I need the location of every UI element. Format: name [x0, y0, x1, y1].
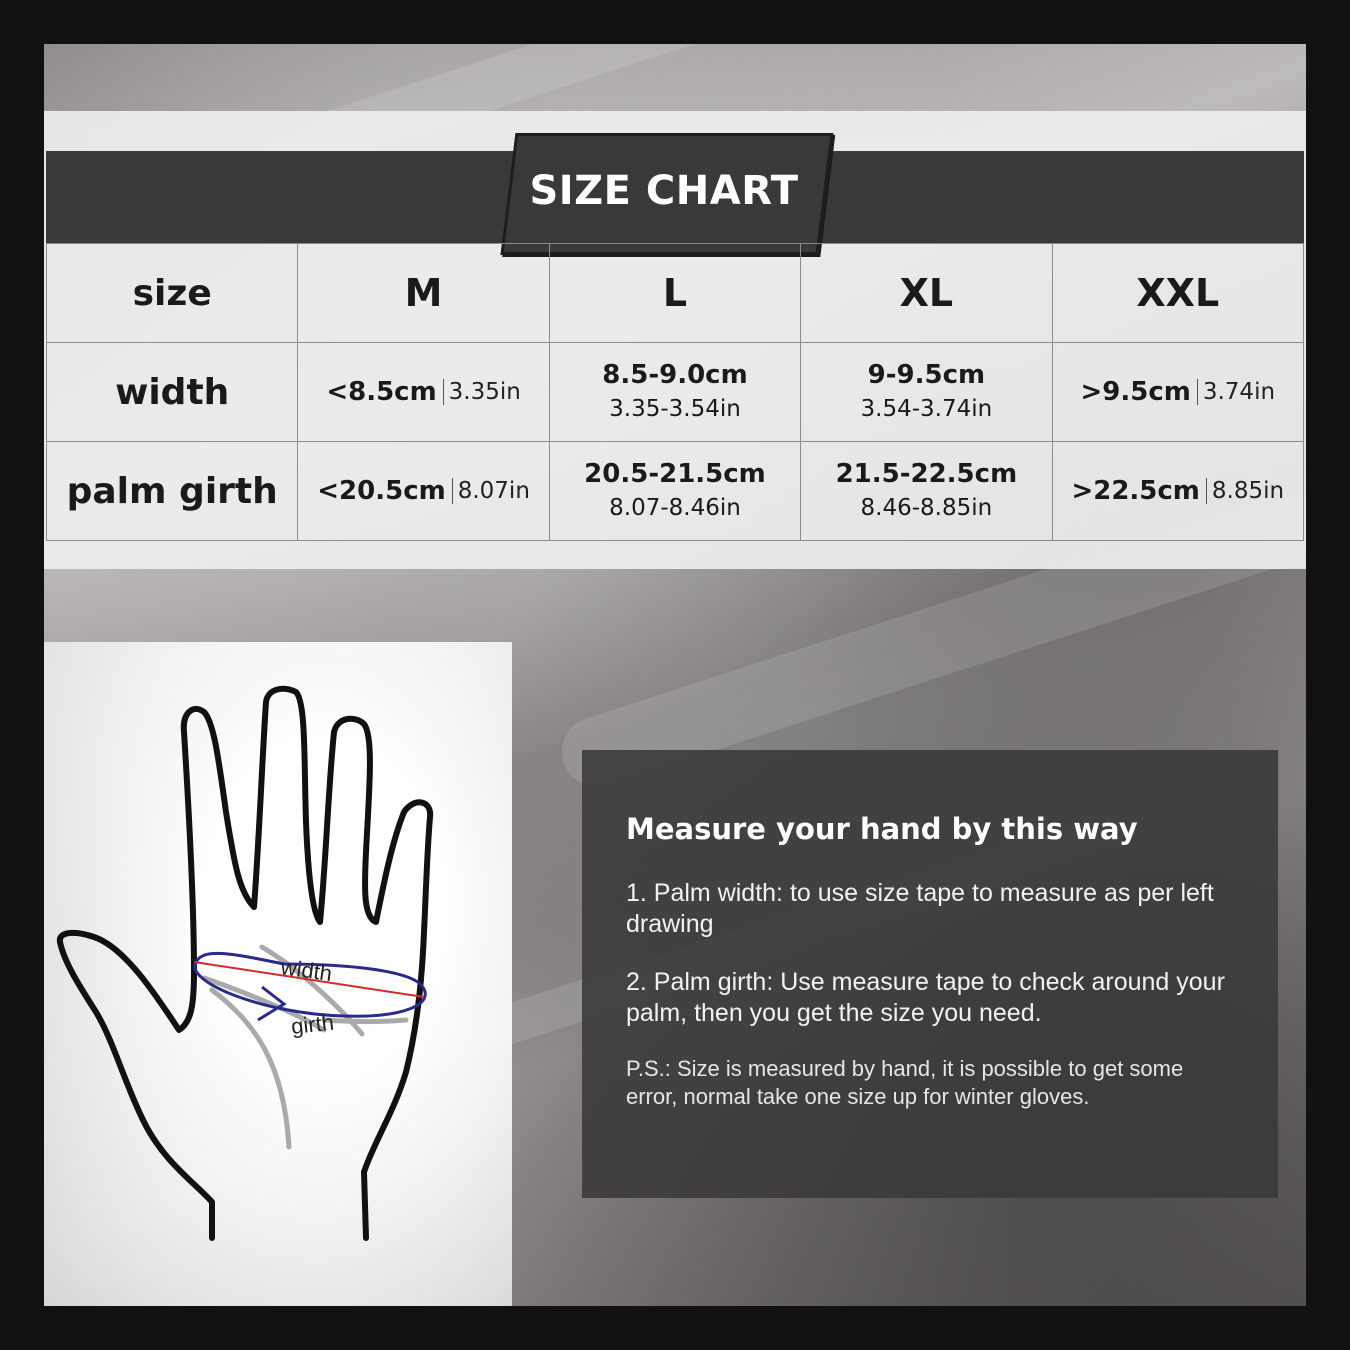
size-table — [46, 243, 1304, 541]
header-size: size — [47, 244, 298, 343]
instruction-step-1: 1. Palm width: to use size tape to measure as per left drawing — [626, 879, 1214, 938]
instructions-box — [582, 750, 1278, 1198]
cell-width-xl — [801, 343, 1052, 442]
instruction-note: P.S.: Size is measured by hand, it is possible to get some error, normal take one size up for winter gloves. — [626, 1056, 1184, 1109]
header-xxl: XXL — [1052, 244, 1303, 343]
cell-cm: 9-9.5cm — [867, 360, 986, 390]
cell-girth-m — [298, 442, 549, 541]
instruction-step-2: 2. Palm girth: Use measure tape to check around your palm, then you get the size you need. — [626, 968, 1225, 1027]
header-xl: XL — [801, 244, 1052, 343]
cell-girth-l — [549, 442, 800, 541]
instructions-heading: Measure your hand by this way — [626, 812, 1138, 846]
width-label: width — [279, 954, 334, 987]
cell-cm: 8.5-9.0cm — [602, 360, 748, 390]
cell-in: 8.07-8.46in — [609, 495, 741, 521]
table-header-row — [47, 244, 1304, 343]
cell-cm: 21.5-22.5cm — [835, 459, 1018, 489]
hand-diagram-panel — [44, 642, 512, 1306]
cell-in: 8.85in — [1206, 478, 1284, 504]
cell-width-l — [549, 343, 800, 442]
cell-cm: >22.5cm — [1071, 476, 1200, 506]
chart-title: SIZE CHART — [529, 168, 799, 214]
cell-girth-xl — [801, 442, 1052, 541]
cell-girth-xxl — [1052, 442, 1303, 541]
cell-width-m — [298, 343, 549, 442]
cell-in: 3.35-3.54in — [609, 396, 741, 422]
cell-cm: >9.5cm — [1080, 377, 1191, 407]
row-label-palm-girth: palm girth — [47, 442, 298, 541]
cell-cm: <8.5cm — [326, 377, 437, 407]
hand-outline-illustration — [44, 642, 512, 1306]
cell-in: 3.74in — [1197, 379, 1275, 405]
table-row-palm-girth — [47, 442, 1304, 541]
size-chart-panel — [44, 111, 1306, 569]
size-chart-frame — [44, 44, 1306, 1306]
cell-cm: 20.5-21.5cm — [584, 459, 766, 489]
cell-width-xxl — [1052, 343, 1303, 442]
cell-cm: <20.5cm — [317, 476, 446, 506]
cell-in: 8.46-8.85in — [860, 495, 993, 521]
cell-in: 3.35in — [443, 379, 521, 405]
cell-in: 8.07in — [452, 478, 530, 504]
cell-in: 3.54-3.74in — [860, 396, 993, 422]
row-label-width: width — [47, 343, 298, 442]
table-row-width — [47, 343, 1304, 442]
header-m: M — [298, 244, 549, 343]
girth-label: girth — [289, 1009, 336, 1039]
header-l: L — [549, 244, 800, 343]
